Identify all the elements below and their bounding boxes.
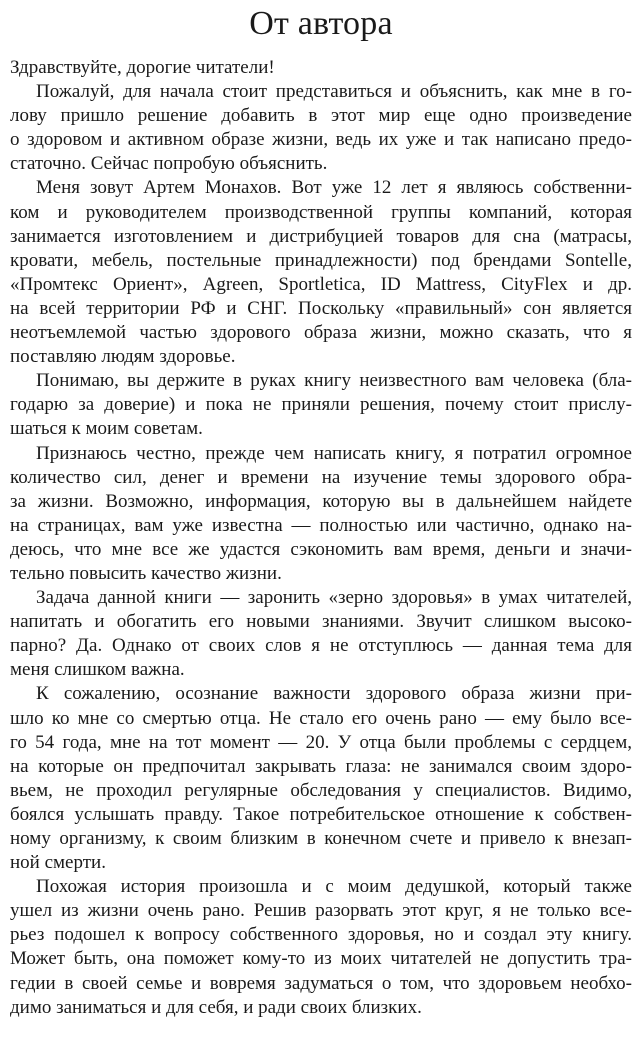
paragraph — [10, 176, 632, 369]
text-line: на всей территории РФ и СНГ. Поскольку «правильный» сон является — [10, 297, 632, 319]
text-line: тельно повысить качество жизни. — [10, 562, 282, 584]
text-line: ному организму, к своим близким в конечном счете и привело к внезап- — [10, 828, 632, 849]
text-line: Похожая история произошла и с моим дедушкой, который также — [36, 876, 632, 898]
text-line: деюсь, что мне все же удастся сэкономить вам время, деньги и значи- — [10, 538, 632, 560]
paragraph — [10, 442, 632, 587]
text-line: Меня зовут Артем Монахов. Вот уже 12 лет я являюсь собственни- — [36, 177, 632, 199]
text-line: го 54 года, мне на тот момент — 20. У отца были проблемы с сердцем, — [10, 731, 632, 753]
text-line: лову пришло решение добавить в этот мир еще одно произведение — [10, 105, 632, 127]
text-line: боялся услышать правду. Такое потребительское отношение к собствен- — [10, 803, 632, 825]
paragraph — [10, 56, 632, 80]
text-line: напитать и обогатить его новыми знаниями. Звучит слишком высоко- — [10, 611, 632, 633]
paragraph — [10, 586, 632, 682]
text-line: поставляю людям здоровье. — [10, 346, 236, 368]
text-line: статочно. Сейчас попробую объяснить. — [10, 153, 328, 175]
text-line: на страницах, вам уже известна — полностью или частично, однако на- — [10, 514, 632, 536]
text-line: кровати, мебель, постельные принадлежности) под брендами Sontelle, — [10, 249, 632, 271]
text-line: парно? Да. Однако от своих слов я не отступлюсь — данная тема для — [10, 635, 632, 657]
text-line: Признаюсь честно, прежде чем написать книгу, я потратил огромное — [36, 442, 632, 464]
page-title: От автора — [249, 5, 393, 42]
article-body — [10, 56, 632, 1020]
text-line: на которые он предпочитал закрывать глаза: не занимался своим здоро- — [10, 755, 632, 777]
text-line: о здоровом и активном образе жизни, ведь их уже и так написано предо- — [10, 129, 632, 151]
text-line: «Промтекс Ориент», Agreen, Sportletica, ID Mattress, CityFlex и др. — [10, 273, 632, 295]
paragraph — [10, 80, 632, 176]
text-line: ушел из жизни очень рано. Решив разорвать этот круг, я не только все- — [10, 900, 632, 922]
text-line: Пожалуй, для начала стоит представиться и объяснить, как мне в го- — [36, 81, 632, 103]
text-line: Здравствуйте, дорогие читатели! — [10, 57, 275, 78]
paragraph — [10, 369, 632, 441]
text-line: меня слишком важна. — [10, 659, 185, 681]
text-line: Понимаю, вы держите в руках книгу неизвестного вам человека (бла- — [36, 370, 632, 392]
text-line: Задача данной книги — заронить «зерно здоровья» в умах читателей, — [36, 587, 632, 609]
text-line: годарю за доверие) и пока не приняли решения, почему стоит прислу- — [10, 394, 632, 416]
text-line: шло ко мне со смертью отца. Не стало его очень рано — ему было все- — [10, 707, 632, 729]
text-line: рьез подошел к вопросу собственного здоровья, но и создал эту книгу. — [10, 924, 632, 946]
text-line: димо заниматься и для себя, и ради своих близких. — [10, 996, 422, 1018]
text-line: К сожалению, осознание важности здорового образа жизни при- — [36, 683, 632, 705]
paragraph — [10, 875, 632, 1020]
text-line: Может быть, она поможет кому-то из моих читателей не допустить тра- — [10, 948, 632, 970]
text-line: за жизни. Возможно, информация, которую вы в дальнейшем найдете — [10, 490, 632, 512]
text-line: ной смерти. — [10, 852, 106, 874]
text-line: ком и руководителем производственной группы компаний, которая — [10, 201, 632, 223]
text-line: шаться к моим советам. — [10, 418, 203, 440]
paragraph — [10, 682, 632, 875]
text-line: неотъемлемой частью здорового образа жизни, можно сказать, что я — [10, 322, 632, 344]
text-line: вьем, не проходил регулярные обследования у специалистов. Видимо, — [10, 779, 632, 801]
text-line: гедии в своей семье и вовремя задуматься о том, что здоровьем необхо- — [10, 972, 632, 994]
text-line: занимается изготовлением и дистрибуцией товаров для сна (матрасы, — [10, 225, 632, 247]
page — [10, 0, 632, 1020]
text-line: количество сил, денег и времени на изучение темы здорового обра- — [10, 466, 632, 488]
